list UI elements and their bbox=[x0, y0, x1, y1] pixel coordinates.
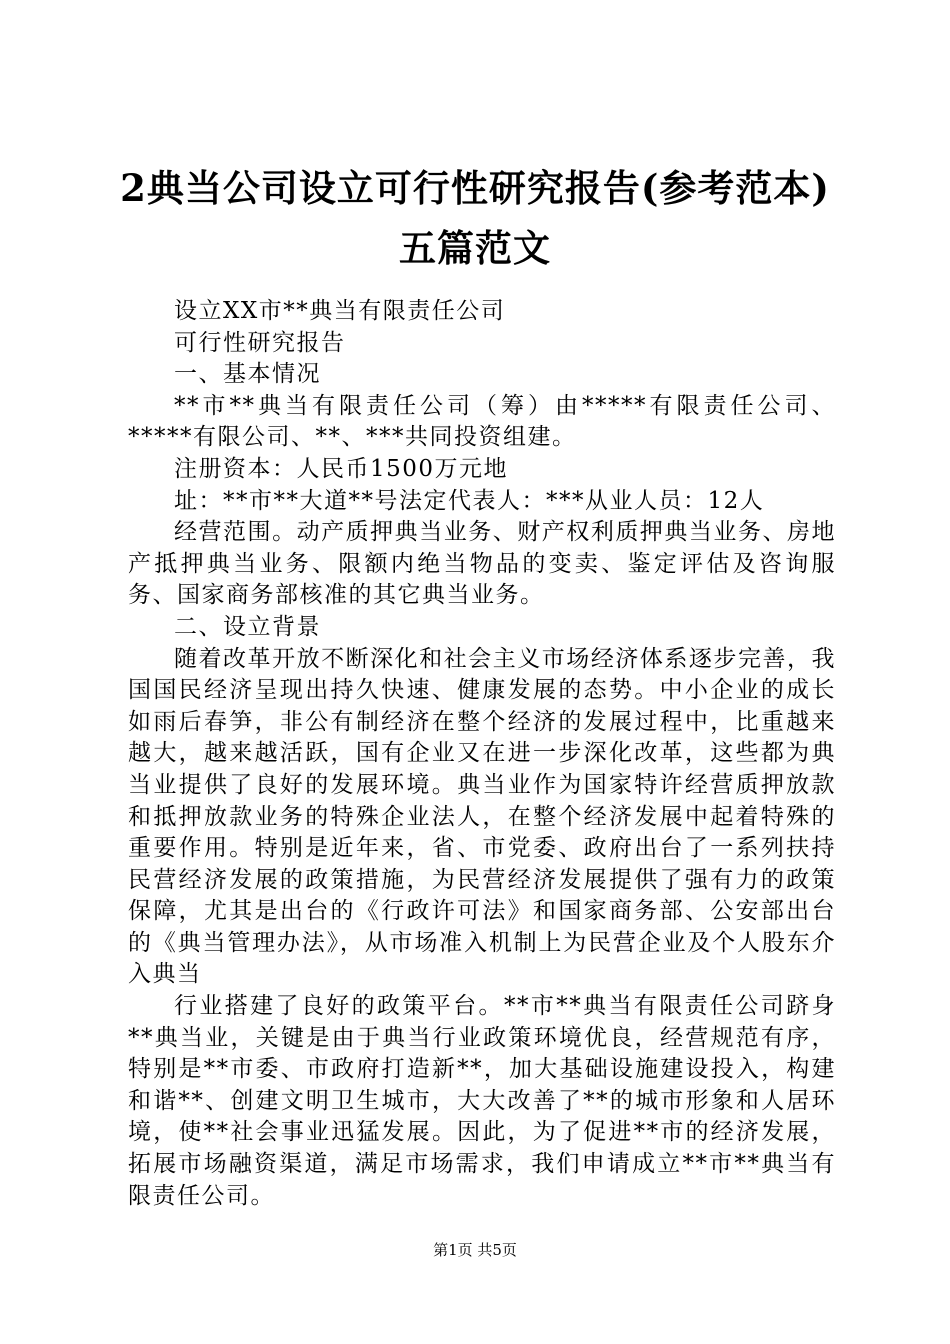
paragraph: **市**典当有限责任公司（筹）由*****有限责任公司、*****有限公司、**、***共同投资组建。 bbox=[128, 392, 836, 451]
paragraph: 址：**市**大道**号法定代表人：***从业人员：12人 bbox=[174, 487, 765, 514]
paragraph: 可行性研究报告 bbox=[174, 329, 346, 356]
paragraph: 经营范围。动产质押典当业务、财产权利质押典当业务、房地产抵押典当业务、限额内绝当物品的变卖、鉴定评估及咨询服务、国家商务部核准的其它典当业务。 bbox=[128, 519, 836, 609]
section-heading: 二、设立背景 bbox=[174, 613, 321, 640]
page-number-footer: 第1页 共5页 bbox=[433, 1241, 517, 1259]
paragraph: 行业搭建了良好的政策平台。**市**典当有限责任公司跻身**典当业，关键是由于典当行业政策环境优良，经营规范有序，特别是**市委、市政府打造新**，加大基础设施建设投入，构建和谐**、创建文明卫生城市，大大改善了**的城市形象和人居环境，使**社会事业迅猛发展。因此，为了促进**市的经济发展，拓展市场融资渠道，满足市场需求，我们申请成立**市**典当有限责任公司。 bbox=[128, 993, 836, 1209]
section-heading: 一、基本情况 bbox=[174, 361, 321, 388]
paragraph: 随着改革开放不断深化和社会主义市场经济体系逐步完善，我国国民经济呈现出持久快速、健康发展的态势。中小企业的成长如雨后春笋，非公有制经济在整个经济的发展过程中，比重越来越大，越来越活跃，国有企业又在进一步深化改革，这些都为典当业提供了良好的发展环境。典当业作为国家特许经营质押放款和抵押放款业务的特殊企业法人，在整个经济发展中起着特殊的重要作用。特别是近年来，省、市党委、政府出台了一系列扶持民营经济发展的政策措施，为民营经济发展提供了强有力的政策保障，尤其是出台的《行政许可法》和国家商务部、公安部出台的《典当管理办法》，从市场准入机制上为民营企业及个人股东介入典当 bbox=[128, 645, 836, 988]
document-body bbox=[128, 296, 836, 1212]
paragraph: 注册资本：人民币1500万元地 bbox=[174, 455, 509, 482]
document-title: 2典当公司设立可行性研究报告(参考范本)五篇范文 bbox=[120, 166, 830, 270]
paragraph: 设立XX市**典当有限责任公司 bbox=[174, 298, 506, 324]
